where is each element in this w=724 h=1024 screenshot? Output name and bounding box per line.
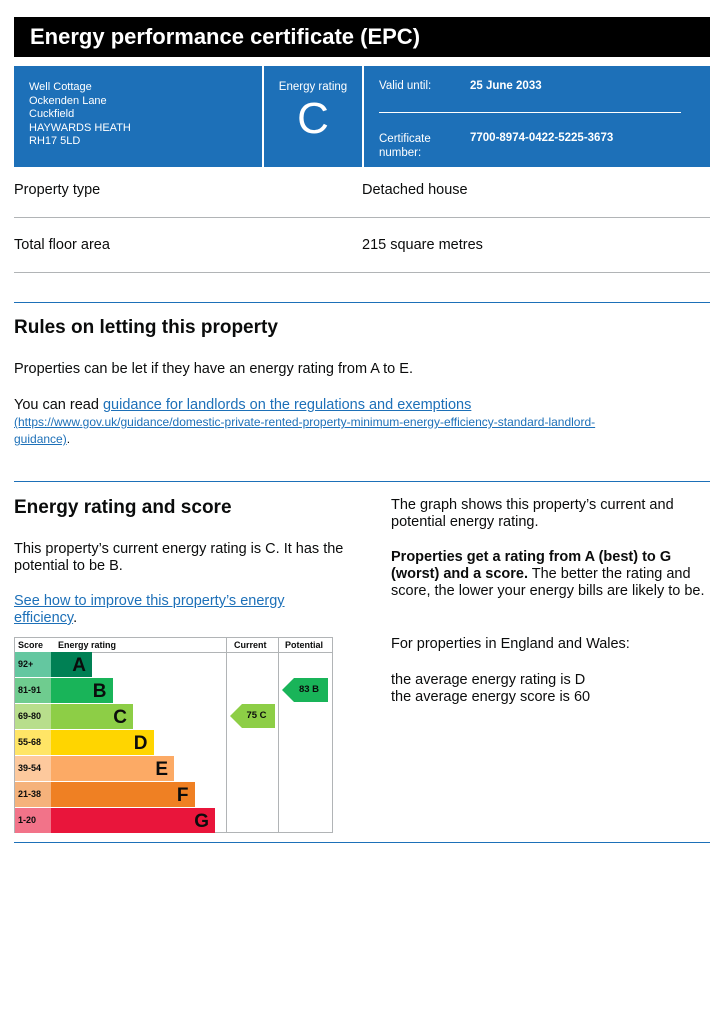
energy-rating-paragraph: This property’s current energy rating is C. It has the potential to be B. [14, 541, 344, 574]
current-rating-arrow [230, 704, 275, 728]
band-score-e: 39-54 [15, 756, 51, 781]
rating-explanation-bold: Properties get a rating from A (best) to G (worst) and a score. [391, 549, 672, 582]
energy-rating-letter: C [297, 94, 329, 143]
energy-rating-chart [14, 637, 333, 833]
divider [379, 112, 681, 113]
property-address [14, 66, 262, 167]
band-bar-d: D [51, 730, 154, 755]
band-bar-e: E [51, 756, 174, 781]
chart-gridline [278, 638, 279, 832]
improve-suffix: . [73, 610, 78, 626]
address-line: HAYWARDS HEATH [29, 121, 131, 134]
chart-gridline [226, 638, 227, 832]
property-type-value: Detached house [362, 182, 468, 198]
average-score: the average energy score is 60 [391, 689, 591, 705]
floor-area-label: Total floor area [14, 237, 110, 253]
section-divider [14, 842, 710, 843]
guidance-url-line-1: (https://www.gov.uk/guidance/domestic-private-rented-property-minimum-energy-efficiency-standard-landlord- [14, 415, 596, 429]
band-bar-g: G [51, 808, 215, 833]
landlord-guidance-link[interactable]: guidance for landlords on the regulations and exemptions [102, 397, 472, 413]
valid-until-label: Valid until: [379, 80, 432, 92]
property-type-label: Property type [14, 182, 101, 198]
energy-rating-label: Energy rating [278, 81, 348, 93]
band-bar-b: B [51, 678, 113, 703]
address-line: RH17 5LD [29, 135, 81, 147]
guidance-prefix: You can read [14, 397, 103, 413]
valid-until-value: 25 June 2033 [470, 80, 542, 92]
band-score-f: 21-38 [15, 782, 51, 807]
average-values [391, 672, 706, 706]
energy-rating-header: Energy rating [58, 640, 117, 650]
band-score-d: 55-68 [15, 730, 51, 755]
rating-explanation [391, 549, 706, 600]
rating-explanation-rest: The better the rating and score, the lower your energy bills are likely to be. [391, 566, 705, 599]
england-wales-note: For properties in England and Wales: [391, 636, 630, 652]
graph-description: The graph shows this property’s current and potential energy rating. [391, 497, 674, 530]
letting-guidance-paragraph [14, 397, 704, 448]
potential-rating-arrow [282, 678, 328, 702]
certificate-summary [14, 66, 710, 167]
letting-heading: Rules on letting this property [14, 317, 278, 338]
band-bar-f: F [51, 782, 195, 807]
certificate-number-value: 7700-8974-0422-5225-3673 [470, 132, 614, 144]
divider [14, 217, 710, 218]
floor-area-value: 215 square metres [362, 237, 483, 253]
section-divider [14, 302, 710, 303]
current-header: Current [234, 640, 267, 650]
guidance-url-link[interactable] [14, 415, 595, 446]
guidance-url-line-2: guidance) [14, 432, 67, 446]
average-rating: the average energy rating is D [391, 672, 586, 688]
section-divider [14, 481, 710, 482]
improve-efficiency-link[interactable]: See how to improve this property’s energy efficiency [14, 593, 285, 626]
potential-header: Potential [285, 640, 324, 650]
band-score-g: 1-20 [15, 808, 51, 833]
energy-heading: Energy rating and score [14, 497, 232, 518]
potential-rating-arrow-label: 83 B [298, 684, 320, 695]
page-title: Energy performance certificate (EPC) [14, 17, 710, 57]
divider [14, 272, 710, 273]
band-score-a: 92+ [15, 652, 51, 677]
energy-rating-box [264, 66, 362, 167]
guidance-suffix: . [66, 432, 71, 446]
address-line: Well Cottage [29, 81, 92, 93]
improve-paragraph [14, 593, 334, 627]
address-line: Cuckfield [29, 108, 75, 120]
score-header: Score [18, 640, 44, 650]
band-score-c: 69-80 [15, 704, 51, 729]
certificate-number-label: Certificate number: [379, 133, 431, 159]
current-rating-arrow-label: 75 C [246, 710, 267, 721]
band-bar-c: C [51, 704, 133, 729]
letting-paragraph: Properties can be let if they have an energy rating from A to E. [14, 361, 413, 377]
address-line: Ockenden Lane [29, 94, 107, 107]
certificate-info [364, 66, 710, 167]
band-bar-a: A [51, 652, 92, 677]
band-score-b: 81-91 [15, 678, 51, 703]
